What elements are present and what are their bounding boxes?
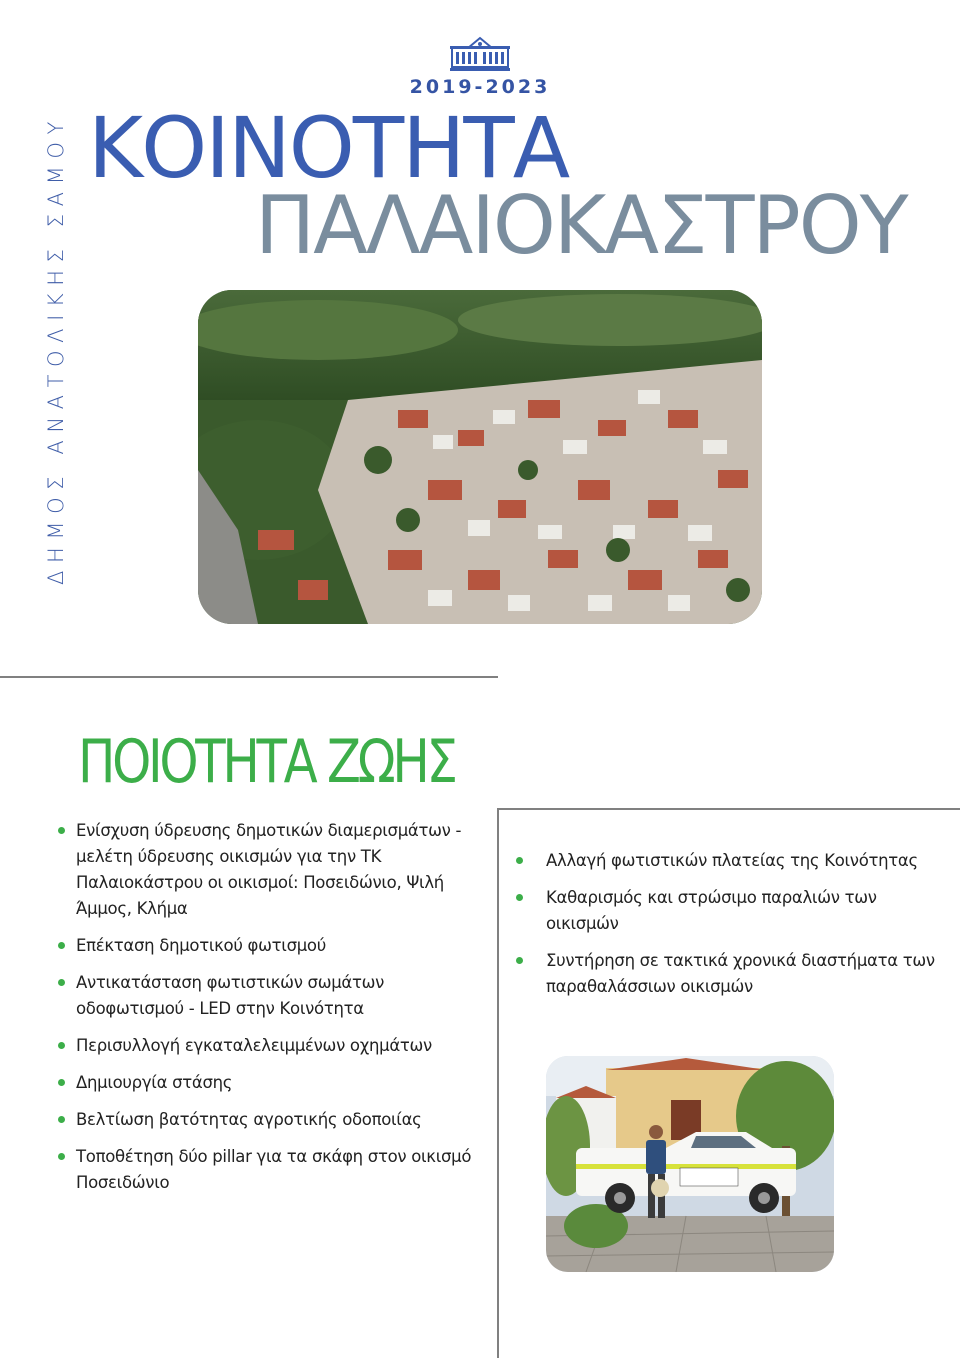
green-dot-icon [516,957,523,964]
green-dot-icon [58,1042,65,1049]
list-item: Συντήρηση σε τακτικά χρονικά διαστήματα των παραθαλάσσιων οικισμών [516,948,936,1000]
page-title-line2: ΠΑΛΑΙΟΚΑΣΤΡΟΥ [255,179,907,272]
list-item: Ενίσχυση ύδρευσης δημοτικών διαμερισμάτων - μελέτη ύδρευσης οικισμών για την ΤΚ Παλαιοκάστρου οι οικισμοί: Ποσειδώνιο, Ψιλή Άμμος, Κλήμα [58,818,478,922]
green-dot-icon [58,1079,65,1086]
list-item: Αντικατάσταση φωτιστικών σωμάτων οδοφωτισμού - LED στην Κοινότητα [58,970,478,1022]
civil-protection-truck-photo [546,1056,834,1272]
list-item: Τοποθέτηση δύο pillar για τα σκάφη στον οικισμό Ποσειδώνιο [58,1144,478,1196]
list-item: Αλλαγή φωτιστικών πλατείας της Κοινότητας [516,848,936,874]
green-dot-icon [58,1153,65,1160]
list-item: Καθαρισμός και στρώσιμο παραλιών των οικισμών [516,885,936,937]
actions-list-left [58,818,478,1207]
green-dot-icon [58,942,65,949]
period-years: 2019-2023 [409,76,551,98]
green-dot-icon [58,827,65,834]
municipality-side-label: ΔΗΜΟΣ ΑΝΑΤΟΛΙΚΗΣ ΣΑΜΟΥ [44,114,68,585]
divider-right-horizontal [497,808,960,810]
green-dot-icon [516,857,523,864]
list-item: Επέκταση δημοτικού φωτισμού [58,933,478,959]
village-aerial-photo [198,290,762,624]
green-dot-icon [58,1116,65,1123]
list-item: Δημιουργία στάσης [58,1070,478,1096]
green-dot-icon [58,979,65,986]
green-dot-icon [516,894,523,901]
town-hall-icon [448,34,512,72]
list-item: Περισυλλογή εγκαταλελειμμένων οχημάτων [58,1033,478,1059]
list-item: Βελτίωση βατότητας αγροτικής οδοποιίας [58,1107,478,1133]
divider-left [0,676,498,678]
actions-list-right [516,848,936,1011]
page-title-line1: ΚΟΙΝΟΤΗΤΑ [88,99,569,197]
section-title: ΠΟΙΟΤΗΤΑ ΖΩΗΣ [78,727,455,797]
divider-right-vertical [497,808,499,1358]
